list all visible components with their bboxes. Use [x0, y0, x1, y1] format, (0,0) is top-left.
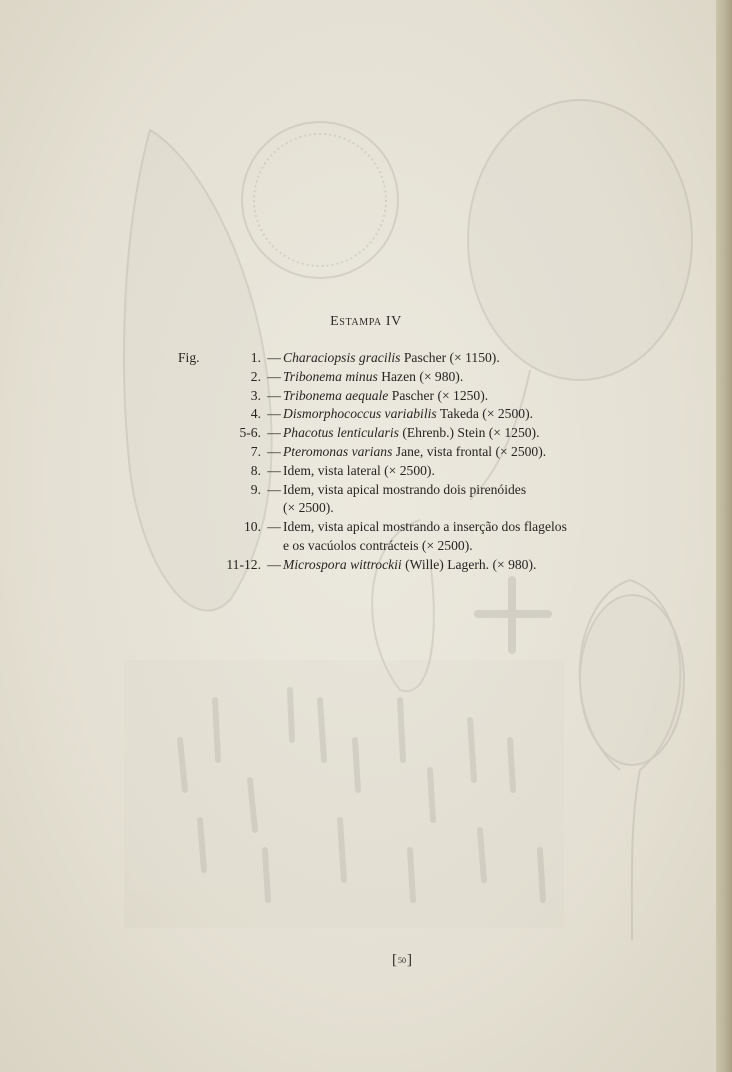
caption-row-7: [178, 462, 638, 481]
figure-number: 4.: [250, 406, 261, 422]
caption-text: [283, 349, 638, 368]
figure-number: 9.: [250, 481, 261, 497]
em-dash: —: [267, 406, 281, 422]
em-dash: —: [267, 462, 281, 478]
species-name: Phacotus lenticularis: [283, 425, 399, 441]
em-dash: —: [267, 425, 281, 441]
caption-text: Idem, vista lateral (× 2500).: [283, 462, 435, 478]
caption-text: Idem, vista apical mostrando dois pirenóides: [283, 481, 527, 497]
species-name: Dismorphococcus variabilis: [283, 406, 437, 422]
caption-rest: Hazen (× 980).: [381, 368, 464, 384]
caption-text: Idem, vista apical mostrando a inserção dos flagelos: [283, 519, 567, 535]
binding-edge: [716, 0, 732, 1072]
species-name: Pteromonas varians: [283, 443, 393, 459]
figure-caption-list: [178, 349, 638, 575]
caption-rest: Pascher (× 1150).: [403, 350, 500, 365]
em-dash: —: [267, 481, 281, 497]
caption-text: [283, 405, 638, 424]
caption-row-9-continued: [178, 537, 638, 556]
caption-text: [283, 387, 638, 406]
plate-title: Estampa IV: [330, 314, 402, 329]
species-name: Microspora wittrockii: [283, 556, 402, 572]
caption-rest: (Wille) Lagerh. (× 980).: [405, 556, 537, 572]
caption-rest: Takeda (× 2500).: [439, 406, 533, 422]
figure-number: 10.: [244, 519, 261, 535]
caption-row-3: [178, 387, 638, 406]
figure-number: 5-6.: [239, 425, 261, 441]
em-dash: —: [267, 368, 281, 384]
caption-row-4: [178, 405, 638, 424]
page-number-value: 50: [398, 956, 406, 966]
species-name: Tribonema minus: [283, 368, 378, 384]
species-name: Characiopsis gracilis: [283, 350, 401, 365]
caption-row-1: [178, 349, 638, 368]
fig-prefix: Fig.: [178, 350, 200, 365]
caption-text: e os vacúolos contrácteis (× 2500).: [283, 537, 473, 553]
caption-text: [283, 424, 638, 443]
caption-row-10: [178, 556, 638, 575]
em-dash: —: [267, 519, 281, 535]
figure-number: 3.: [250, 387, 261, 403]
species-name: Tribonema aequale: [283, 387, 389, 403]
caption-rest: Pascher (× 1250).: [391, 387, 489, 403]
caption-row-9: [178, 518, 638, 537]
caption-rest: Jane, vista frontal (× 2500).: [395, 443, 547, 459]
em-dash: —: [267, 350, 281, 365]
em-dash: —: [267, 556, 281, 572]
figure-number: 1.: [250, 350, 261, 365]
caption-text: [283, 556, 638, 575]
caption-row-8-continued: [178, 499, 638, 518]
caption-text: (× 2500).: [283, 500, 334, 516]
page-number: [50]: [392, 952, 412, 968]
caption-text: [283, 443, 638, 462]
caption-rest: (Ehrenb.) Stein (× 1250).: [402, 425, 540, 441]
figure-number: 2.: [250, 368, 261, 384]
caption-row-8: [178, 481, 638, 500]
em-dash: —: [267, 443, 281, 459]
figure-number: 7.: [250, 443, 261, 459]
em-dash: —: [267, 387, 281, 403]
figure-number: 8.: [250, 462, 261, 478]
caption-row-2: [178, 368, 638, 387]
figure-number: 11-12.: [226, 556, 261, 572]
caption-text: [283, 368, 638, 387]
caption-row-5: [178, 424, 638, 443]
caption-row-6: [178, 443, 638, 462]
